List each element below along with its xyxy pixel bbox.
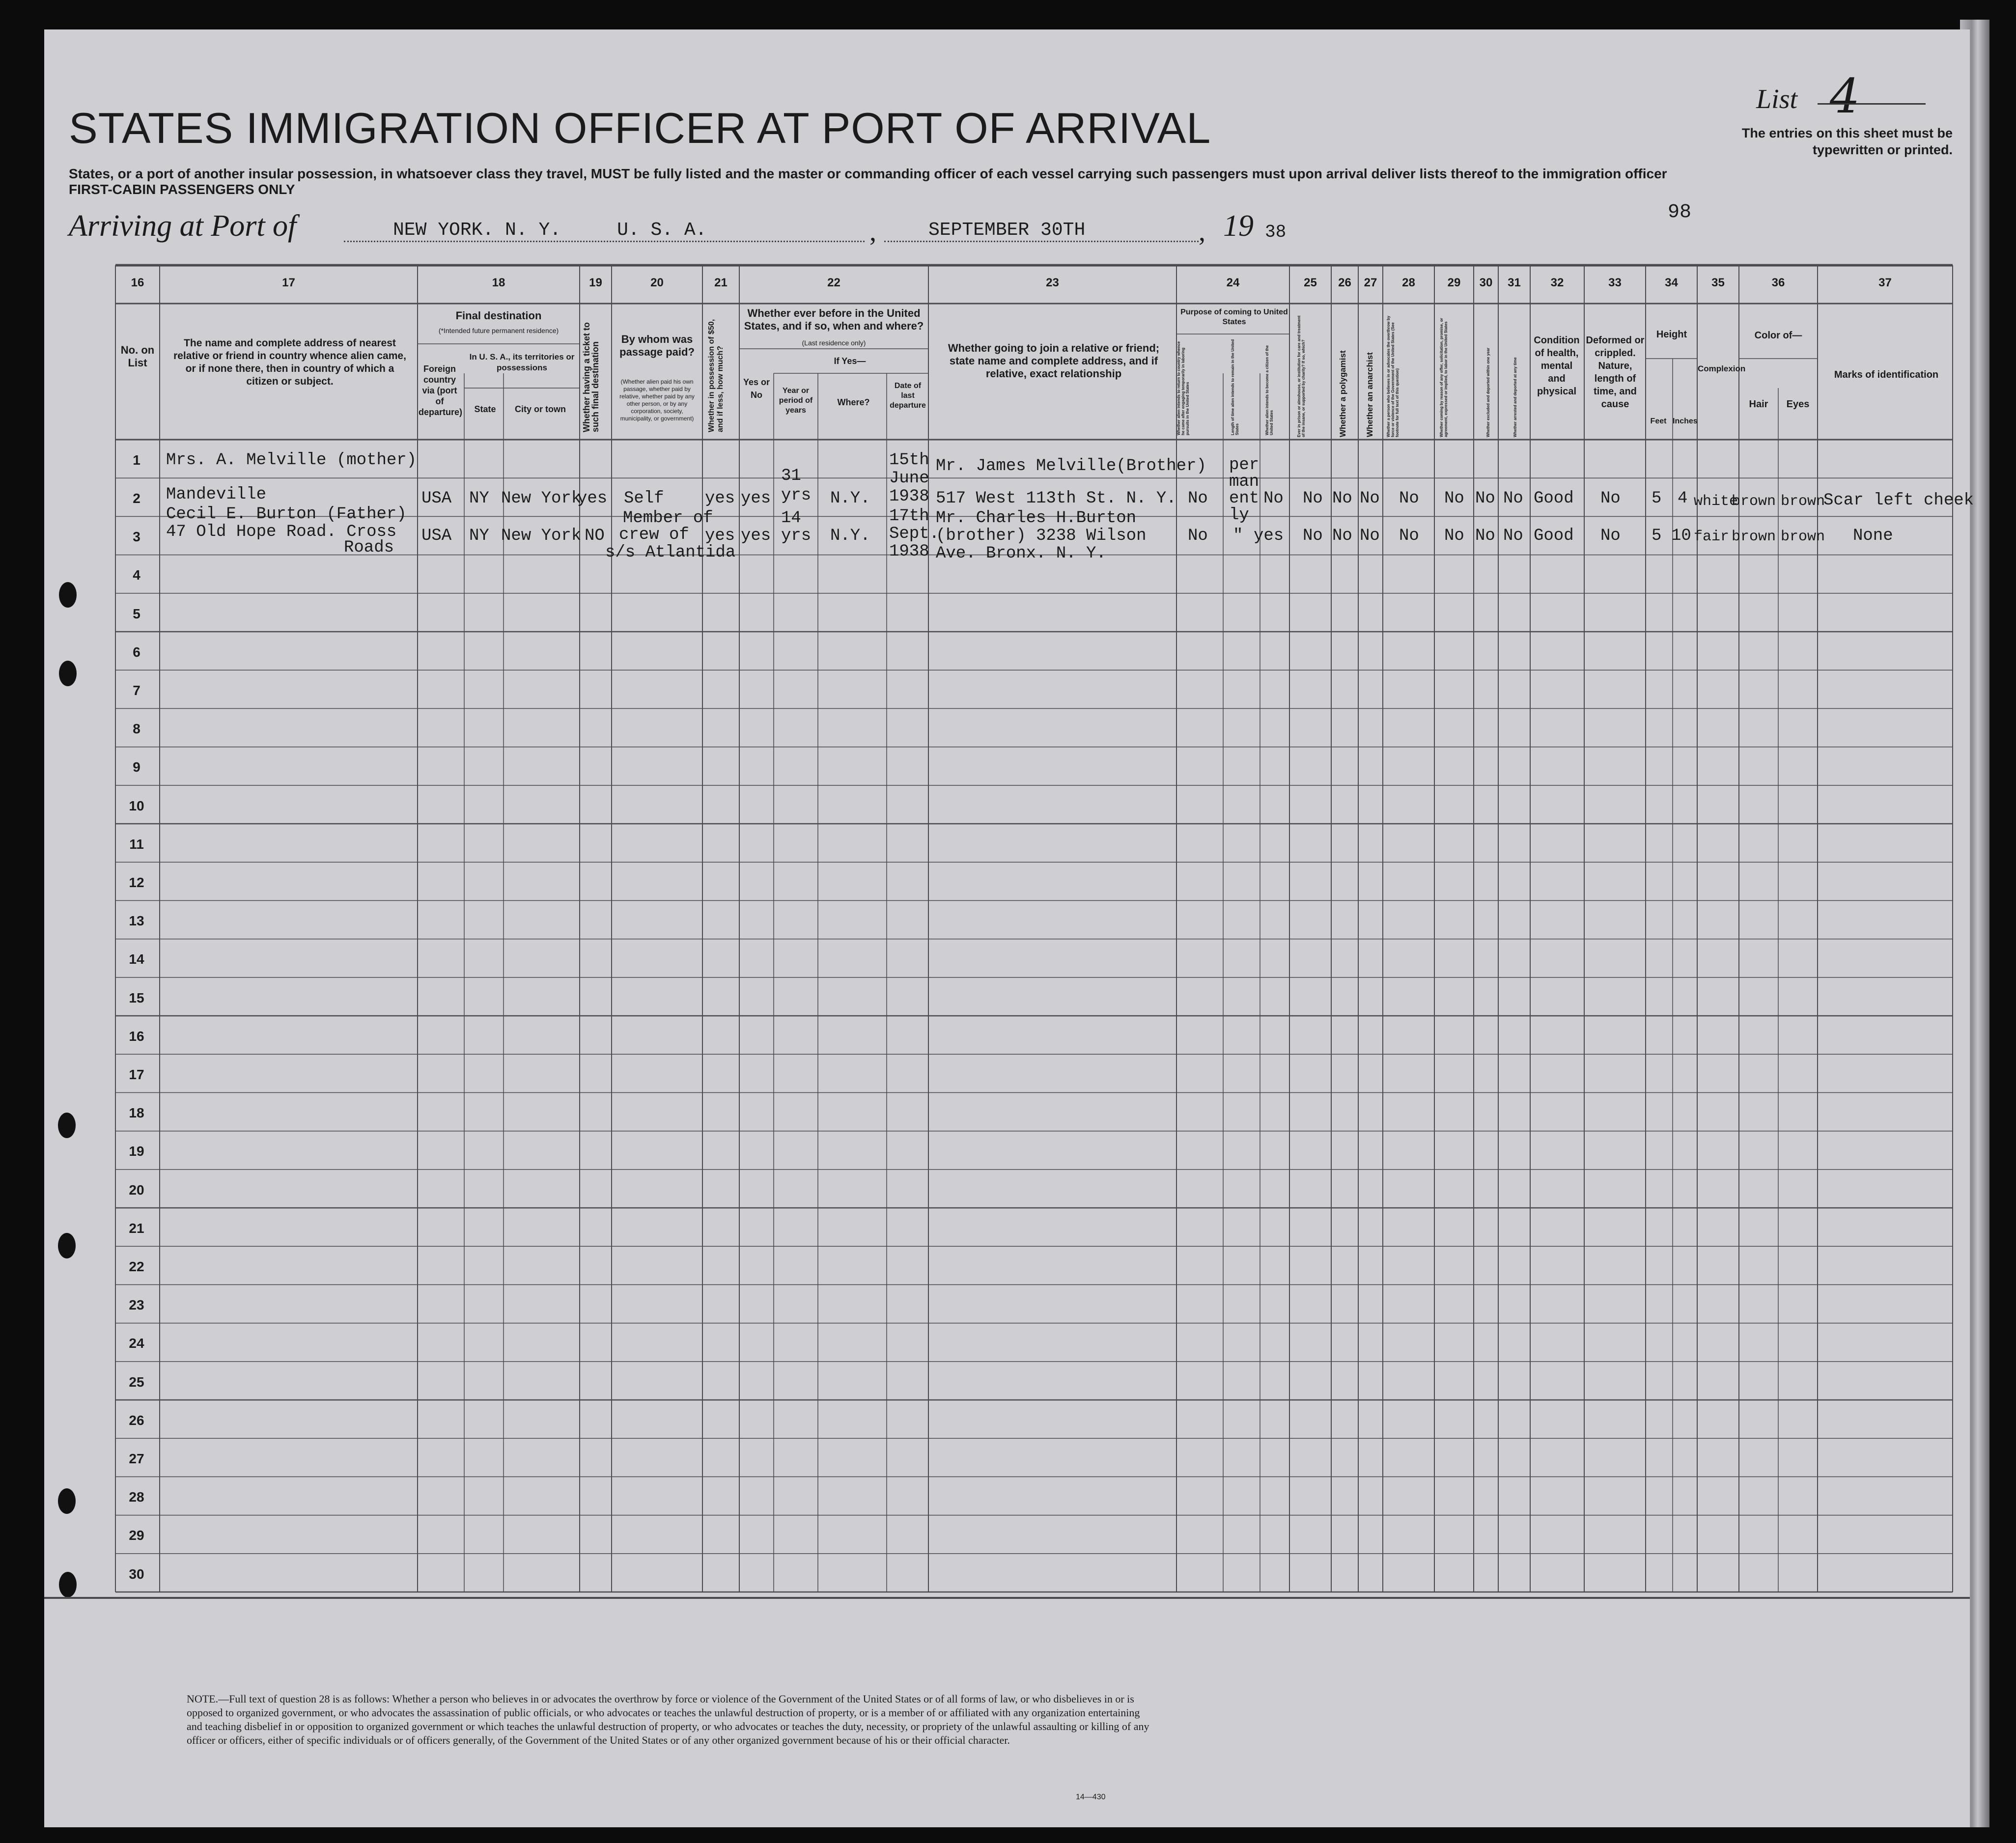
column-number: 33 [1608, 276, 1622, 289]
column-number: 19 [589, 276, 602, 289]
years-period: yrs [781, 486, 812, 505]
departure-date: 17th [889, 507, 929, 526]
dest-city: New York [501, 489, 582, 508]
header-hair: Hair [1749, 399, 1768, 410]
purpose-length: man [1229, 473, 1260, 491]
header-yes-or-no: Yes or No [743, 377, 770, 400]
column-number: 20 [650, 276, 664, 289]
departure-date: Sept. [889, 525, 940, 543]
row-number: 8 [133, 721, 140, 737]
header-deformed: Deformed or crippled. Nature, length of time, and cause [1586, 335, 1645, 410]
header-inches: Inches [1673, 417, 1698, 425]
purpose-length: ly [1229, 506, 1249, 525]
header-ever-before: Whether ever before in the United States, and if so, when and where? [744, 307, 924, 332]
relative-address: 47 Old Hope Road. Cross [166, 523, 397, 541]
row-number: 9 [133, 759, 140, 775]
header-q29: Whether coming by reason of any offer, solicitation, promise, or agreement, expressed or implied, to labor in the United States [1439, 318, 1448, 437]
passage-paid: Member of [623, 509, 713, 528]
relative-address: Mandeville [166, 485, 267, 504]
separator-comma: , [869, 217, 876, 247]
header-feet: Feet [1650, 417, 1667, 425]
relative-address: Roads [344, 538, 394, 557]
header-prison: Ever in prison or almshouse, or institution for care and treatment of the insane, or supported by charity? If so, which? [1297, 315, 1306, 437]
polygamist: No [1332, 527, 1352, 545]
q29: No [1444, 489, 1464, 508]
where: N.Y. [830, 527, 870, 545]
typewritten-note: The entries on this sheet must be typewritten or printed. [1741, 126, 1953, 157]
departure-date: June [889, 469, 929, 488]
instruction-text: States, or a port of another insular possession, in whatsoever class they travel, MUST be fully listed and the master or commanding officer of each vessel carrying such passengers must upon arrival deliver lists thereof to the immigration officer [69, 166, 1667, 181]
row-number: 28 [129, 1489, 144, 1505]
row-number: 30 [129, 1566, 144, 1582]
header-foreign-country: Foreign country via (port of departure) [419, 364, 463, 417]
column-number: 26 [1338, 276, 1351, 289]
height-feet: 5 [1652, 489, 1662, 508]
column-number: 31 [1508, 276, 1521, 289]
header-anarchist: Whether an anarchist [1365, 352, 1374, 437]
footnote-question-28: NOTE.—Full text of question 28 is as follows: Whether a person who believes in or advocates the overthrow by force or violence of the Government of the United States or of all forms of law, or who disbelieves in or is opposed to organized government, or who advocates the assassination of public officials, or who advocates or teaches the unlawful destruction of property, or is a member of or affiliated with any organization entertaining and teaching disbelief in or opposition to organized government or which teaches the unlawful destruction of property, or who advocates or teaches the duty, necessity, or propriety of the unlawful assaulting or killing of any officer or officers, either of specific individuals or of officers generally, of the Government of the United States or of any other organized government because of his or their official character. [187, 1693, 1149, 1746]
header-complexion: Complexion [1698, 364, 1746, 373]
deformed: No [1600, 489, 1621, 508]
row-number: 20 [129, 1182, 144, 1198]
joining-relative: Mr. Charles H.Burton [936, 509, 1137, 528]
deformed: No [1600, 527, 1621, 545]
purpose-length: " [1233, 527, 1243, 545]
column-number: 27 [1364, 276, 1377, 289]
row-number: 3 [133, 529, 140, 545]
ticket: yes [577, 489, 608, 508]
row-number: 12 [129, 875, 144, 890]
header-final-destination-note: (*Intended future permanent residence) [438, 327, 559, 335]
purpose-length: ent [1229, 489, 1260, 508]
anarchist: No [1360, 489, 1380, 508]
q31: No [1503, 489, 1523, 508]
years-period: 31 [781, 467, 801, 485]
foreign-country: USA [421, 527, 452, 545]
arrival-date: SEPTEMBER 30TH [928, 220, 1086, 241]
arriving-label: Arriving at Port of [69, 209, 297, 243]
header-state: State [474, 404, 496, 414]
q28: No [1399, 527, 1419, 545]
header-purpose-return: Whether alien intends to return to country whence he came after engaging temporarily in laboring pursuits in the United States [1176, 341, 1190, 435]
year-prefix: 19 [1223, 209, 1254, 243]
departure-date: 15th [889, 451, 929, 470]
header-nearest-relative: The name and complete address of nearest relative or friend in country whence alien came, or if none there, then in country of which a citizen or subject. [173, 337, 406, 387]
identification-marks: Scar left cheek [1823, 491, 1974, 510]
passage-paid: Self [624, 489, 664, 508]
q31: No [1503, 527, 1523, 545]
row-number: 21 [129, 1220, 144, 1236]
q29: No [1444, 527, 1464, 545]
header-purpose-length: Length of time alien intends to remain in the United States [1231, 339, 1239, 435]
header-purpose: Purpose of coming to United States [1180, 308, 1288, 326]
q30: No [1475, 527, 1495, 545]
years-period: 14 [781, 509, 801, 528]
anarchist: No [1360, 527, 1380, 545]
column-number: 17 [282, 276, 295, 289]
header-where: Where? [837, 397, 870, 407]
eye-color: brown [1781, 493, 1825, 510]
departure-date: 1938 [889, 542, 929, 561]
row-number: 16 [129, 1028, 144, 1044]
row-number: 14 [129, 951, 144, 967]
height-feet: 5 [1652, 527, 1662, 545]
joining-address: 517 West 113th St. N. Y. [936, 489, 1176, 508]
row-number: 22 [129, 1259, 144, 1274]
where: N.Y. [830, 489, 870, 508]
column-number: 23 [1046, 276, 1059, 289]
purpose-return: No [1188, 489, 1208, 508]
joining-address: (brother) 3238 Wilson [936, 527, 1147, 545]
possession-50: yes [705, 527, 735, 545]
ticket: NO [585, 527, 605, 545]
row-number: 25 [129, 1374, 144, 1390]
year-suffix: 38 [1265, 222, 1287, 242]
row-number: 29 [129, 1528, 144, 1543]
page-title: STATES IMMIGRATION OFFICER AT PORT OF ARRIVAL [69, 104, 1211, 152]
row-number: 19 [129, 1144, 144, 1159]
header-ticket: Whether having a ticket to such final destination [582, 322, 600, 432]
column-number: 24 [1226, 276, 1240, 289]
column-number: 28 [1402, 276, 1415, 289]
row-number: 18 [129, 1105, 144, 1121]
row-number: 23 [129, 1297, 144, 1313]
column-number: 25 [1304, 276, 1317, 289]
header-joining-relative: Whether going to join a relative or friend; state name and complete address, and if relative, exact relationship [948, 342, 1160, 380]
row-number: 11 [129, 836, 144, 852]
row-number: 5 [133, 606, 140, 621]
column-number: 32 [1550, 276, 1564, 289]
dest-city: New York [501, 527, 582, 545]
dest-state: NY [469, 489, 489, 508]
departure-date: 1938 [889, 487, 929, 506]
q30: No [1475, 489, 1495, 508]
column-number: 37 [1878, 276, 1892, 289]
header-polygamist: Whether a polygamist [1338, 350, 1347, 437]
header-q30: Whether excluded and deported within one year [1486, 347, 1490, 437]
prison: No [1303, 527, 1323, 545]
purpose-citizen: yes [1254, 527, 1284, 545]
relative-name: Mrs. A. Melville (mother) [166, 451, 417, 470]
column-number: 30 [1479, 276, 1493, 289]
q28: No [1399, 489, 1419, 508]
years-period: yrs [781, 527, 812, 545]
foreign-country: USA [421, 489, 452, 508]
column-number: 21 [714, 276, 728, 289]
row-number: 24 [129, 1336, 144, 1351]
header-height: Height [1656, 329, 1687, 340]
purpose-length: per [1229, 456, 1260, 475]
complexion: fair [1694, 529, 1730, 545]
column-number: 29 [1447, 276, 1461, 289]
column-number: 36 [1771, 276, 1785, 289]
page-mark: 98 [1668, 201, 1692, 223]
header-passage-paid: By whom was passage paid? [619, 333, 695, 358]
header-purpose-citizen: Whether alien intends to become a citizen of the United States [1265, 345, 1274, 435]
row-number: 27 [129, 1451, 144, 1466]
header-passage-note: (Whether alien paid his own passage, whether paid by relative, whether paid by any other person, or by any corporation, society, municipality, or government) [619, 378, 695, 422]
possession-50: yes [705, 489, 735, 508]
row-number: 4 [133, 567, 140, 583]
list-label: List [1756, 84, 1798, 114]
header-city: City or town [515, 404, 566, 414]
header-date-departure: Date of last departure [890, 382, 926, 410]
header-q31: Whether arrested and deported at any time [1513, 357, 1517, 437]
row-number: 2 [133, 491, 140, 506]
row-number: 7 [133, 683, 140, 698]
separator-comma: , [1199, 217, 1205, 247]
eye-color: brown [1781, 529, 1825, 545]
row-number: 6 [133, 644, 140, 660]
passage-paid: crew of [619, 526, 689, 544]
prison: No [1303, 489, 1323, 508]
header-final-destination: Final destination [455, 309, 542, 322]
ever-before: yes [741, 527, 771, 545]
condition: Good [1534, 489, 1574, 508]
column-number: 16 [131, 276, 144, 289]
relative-name: Cecil E. Burton (Father) [166, 505, 407, 524]
dest-state: NY [469, 527, 489, 545]
header-in-usa: In U. S. A., its territories or possessions [469, 352, 575, 372]
column-number: 22 [827, 276, 840, 289]
height-inches: 10 [1671, 527, 1691, 545]
passage-paid: s/s Atlantida [605, 543, 736, 562]
column-number: 18 [492, 276, 505, 289]
purpose-return: No [1188, 527, 1208, 545]
condition: Good [1534, 527, 1574, 545]
header-year-period: Year or period of years [779, 387, 813, 415]
header-q28: Whether a person who believes in or advocates the overthrow by force or violence of the Government of the United States (See footnote for full text of this question) [1386, 315, 1400, 437]
row-number: 15 [129, 990, 144, 1005]
hair-color: brown [1732, 529, 1776, 545]
column-number: 35 [1711, 276, 1725, 289]
hair-color: brown [1732, 493, 1776, 510]
row-number: 13 [129, 913, 144, 929]
header-if-yes: If Yes— [834, 356, 866, 366]
form-code: 14—430 [1076, 1793, 1106, 1801]
list-number: 4 [1830, 69, 1860, 124]
header-marks: Marks of identification [1834, 369, 1939, 380]
header-no-on-list: No. on List [120, 344, 155, 369]
arrival-port: NEW YORK. N. Y. U. S. A. [393, 220, 707, 241]
identification-marks: None [1853, 527, 1893, 545]
header-last-residence: (Last residence only) [802, 339, 866, 347]
joining-relative: Mr. James Melville(Brother) [936, 457, 1206, 475]
row-number: 17 [129, 1067, 144, 1082]
height-inches: 4 [1678, 489, 1688, 508]
header-eyes: Eyes [1786, 399, 1810, 410]
purpose-citizen: No [1263, 489, 1284, 508]
passenger-class: FIRST-CABIN PASSENGERS ONLY [69, 182, 295, 197]
ever-before: yes [741, 489, 771, 508]
header-condition: Condition of health, mental and physical [1534, 335, 1580, 397]
complexion: white [1694, 493, 1738, 510]
header-possession-50: Whether in possession of $50, and if less, how much? [707, 319, 725, 432]
column-number: 34 [1665, 276, 1678, 289]
row-number: 26 [129, 1412, 144, 1428]
row-number: 10 [129, 798, 144, 813]
joining-address: Ave. Bronx. N. Y. [936, 544, 1106, 563]
row-number: 1 [133, 452, 140, 468]
polygamist: No [1332, 489, 1352, 508]
header-color-of: Color of— [1754, 330, 1802, 341]
